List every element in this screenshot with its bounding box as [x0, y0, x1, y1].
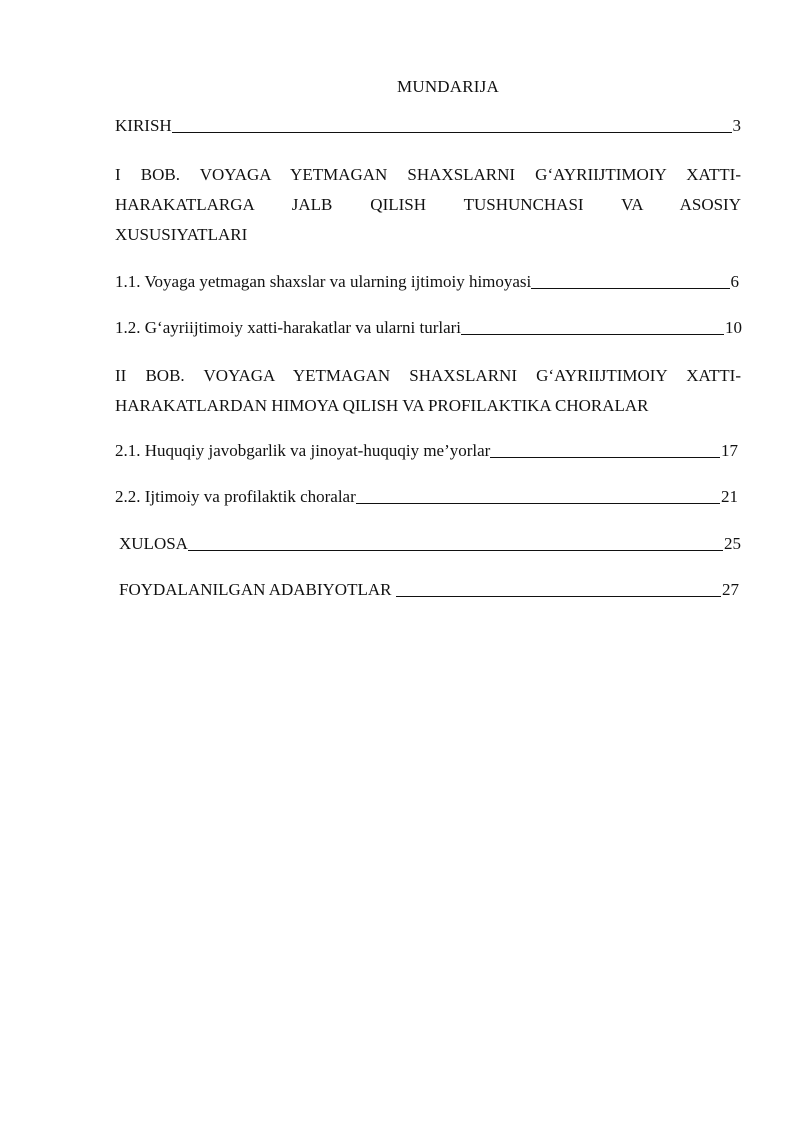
toc-entry-2-1[interactable] — [115, 441, 738, 461]
toc-entry-label: KIRISH — [115, 116, 172, 135]
toc-entry-label: 2.2. Ijtimoiy va profilaktik choralar — [115, 487, 356, 506]
toc-entry-adabiyotlar[interactable] — [119, 580, 739, 600]
dot-leader — [531, 288, 729, 289]
toc-entry-label: 2.1. Huquqiy javobgarlik va jinoyat-huquqiy me’yorlar — [115, 441, 491, 460]
toc-entry-label: FOYDALANILGAN ADABIYOTLAR — [119, 580, 396, 599]
dot-leader — [490, 457, 720, 458]
chapter-heading-line: XUSUSIYATLARI — [115, 225, 248, 244]
toc-entry-2-2[interactable] — [115, 487, 738, 507]
toc-page-number: 17 — [721, 441, 738, 460]
toc-page-number: 27 — [722, 580, 739, 599]
dot-leader — [172, 132, 732, 133]
toc-entry-label: 1.2. G‘ayriijtimoiy xatti-harakatlar va ularni turlari — [115, 318, 462, 337]
toc-page-number: 25 — [724, 534, 741, 553]
toc-entry-label: XULOSA — [119, 534, 188, 553]
chapter-heading-line: II BOB. VOYAGA YETMAGAN SHAXSLARNI G‘AYRIIJTIMOIY XATTI- — [115, 366, 741, 385]
toc-page-number: 6 — [730, 272, 739, 291]
page-title: MUNDARIJA — [397, 77, 499, 96]
dot-leader — [188, 550, 723, 551]
toc-chapter-1-heading[interactable] — [115, 160, 741, 250]
toc-page-number: 10 — [725, 318, 742, 337]
dot-leader — [396, 596, 721, 597]
toc-page-number: 21 — [721, 487, 738, 506]
toc-entry-1-2[interactable] — [115, 318, 742, 338]
toc-chapter-2-heading[interactable] — [115, 361, 741, 421]
toc-entry-kirish[interactable] — [115, 116, 741, 136]
toc-entry-label: 1.1. Voyaga yetmagan shaxslar va ularning ijtimoiy himoyasi — [115, 272, 532, 291]
chapter-heading-line: HARAKATLARDAN HIMOYA QILISH VA PROFILAKTIKA CHORALAR — [115, 396, 649, 415]
dot-leader — [356, 503, 720, 504]
chapter-heading-line: HARAKATLARGA JALB QILISH TUSHUNCHASI VA ASOSIY — [115, 195, 741, 214]
toc-page-number: 3 — [732, 116, 741, 135]
toc-entry-xulosa[interactable] — [119, 534, 741, 554]
toc-entry-1-1[interactable] — [115, 272, 739, 292]
chapter-heading-line: I BOB. VOYAGA YETMAGAN SHAXSLARNI G‘AYRIIJTIMOIY XATTI- — [115, 165, 741, 184]
dot-leader — [461, 334, 724, 335]
